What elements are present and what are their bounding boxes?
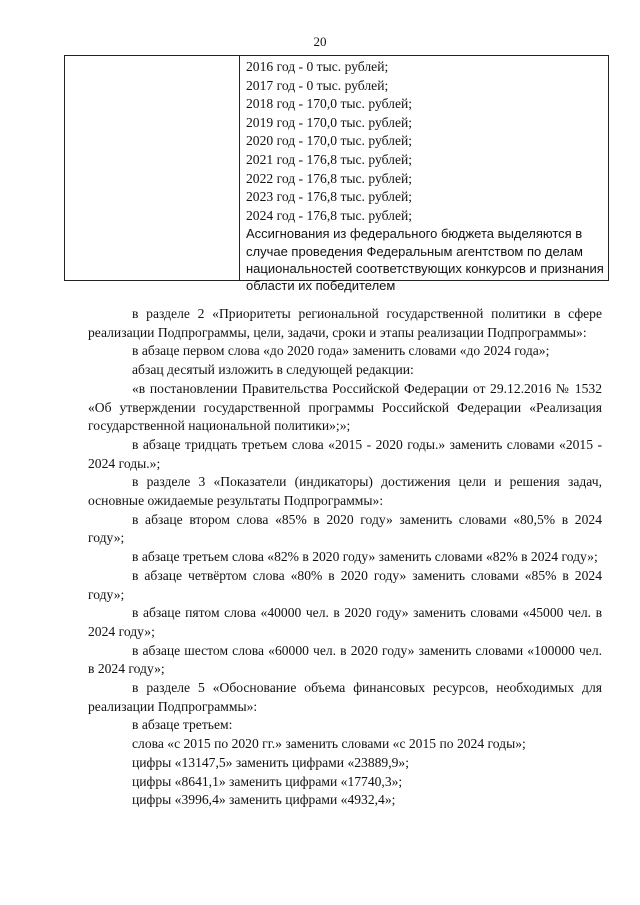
paragraph-years-change: слова «с 2015 по 2020 гг.» заменить словами «с 2015 по 2024 годы»; — [132, 736, 526, 752]
funding-line-2020: 2020 год - 170,0 тыс. рублей; — [246, 133, 413, 149]
paragraph-figure-8641: цифры «8641,1» заменить цифрами «17740,3»; — [132, 773, 403, 789]
funding-table — [64, 55, 609, 293]
funding-line-2018: 2018 год - 170,0 тыс. рублей; — [246, 96, 413, 112]
paragraph-fifth-abzac: в абзаце пятом слова «40000 чел. в 2020 году» заменить словами «45000 чел. в 2024 году»; — [88, 605, 602, 639]
table-right-cell — [240, 56, 608, 293]
paragraph-second-abzac: в абзаце втором слова «85% в 2020 году» заменить словами «80,5% в 2024 году»; — [88, 511, 602, 546]
paragraph-tenth-abzac: абзац десятый изложить в следующей редакции: — [132, 362, 414, 378]
funding-line-2016: 2016 год - 0 тыс. рублей; — [246, 59, 389, 74]
paragraph-decree: «в постановлении Правительства Российской Федерации от 29.12.2016 № 1532 «Об утверждении государственной программы Российской Федерации «Реализация государственной национальной политики»;»; — [88, 380, 602, 434]
paragraph-section-5: в разделе 5 «Обоснование объема финансовых ресурсов, необходимых для реализации Подпрограммы»: — [88, 680, 602, 714]
funding-line-2019: 2019 год - 170,0 тыс. рублей; — [246, 114, 413, 130]
paragraph-third-abzac-s5: в абзаце третьем: — [132, 717, 233, 733]
paragraph-figure-3996: цифры «3996,4» заменить цифрами «4932,4»; — [132, 792, 396, 808]
funding-line-2017: 2017 год - 0 тыс. рублей; — [246, 77, 389, 93]
paragraph-section-3: в разделе 3 «Показатели (индикаторы) достижения цели и решения задач, основные ожидаемые результаты Подпрограммы»: — [88, 474, 602, 509]
funding-line-2023: 2023 год - 176,8 тыс. рублей; — [246, 189, 413, 205]
page-number: 20 — [313, 34, 327, 49]
table-left-cell — [65, 56, 240, 280]
paragraph-figure-13147: цифры «13147,5» заменить цифрами «23889,9»; — [132, 754, 409, 770]
funding-line-2022: 2022 год - 176,8 тыс. рублей; — [246, 170, 413, 186]
amendment-text — [88, 305, 602, 810]
funding-line-2024: 2024 год - 176,8 тыс. рублей; — [246, 207, 413, 223]
paragraph-thirty-third: в абзаце тридцать третьем слова «2015 - 2020 годы.» заменить словами «2015 - 2024 годы.»; — [88, 436, 602, 471]
paragraph-sixth-abzac: в абзаце шестом слова «60000 чел. в 2020 году» заменить словами «100000 чел. в 2024 году»; — [88, 642, 602, 677]
paragraph-third-abzac: в абзаце третьем слова «82% в 2020 году» заменить словами «82% в 2024 году»; — [132, 549, 598, 565]
paragraph-section-2: в разделе 2 «Приоритеты региональной государственной политики в сфере реализации Подпрограммы, цели, задачи, сроки и этапы реализации Подпрограммы»: — [88, 306, 602, 340]
paragraph-first-abzac: в абзаце первом слова «до 2020 года» заменить словами «до 2024 года»; — [132, 343, 550, 359]
paragraph-fourth-abzac: в абзаце четвёртом слова «80% в 2020 году» заменить словами «85% в 2024 году»; — [88, 567, 602, 602]
federal-budget-note: Ассигнования из федерального бюджета выделяются в случае проведения Федеральным агентством по делам национальностей соответствующих конкурсов и признания области их победителем — [246, 226, 604, 293]
funding-line-2021: 2021 год - 176,8 тыс. рублей; — [246, 151, 413, 167]
